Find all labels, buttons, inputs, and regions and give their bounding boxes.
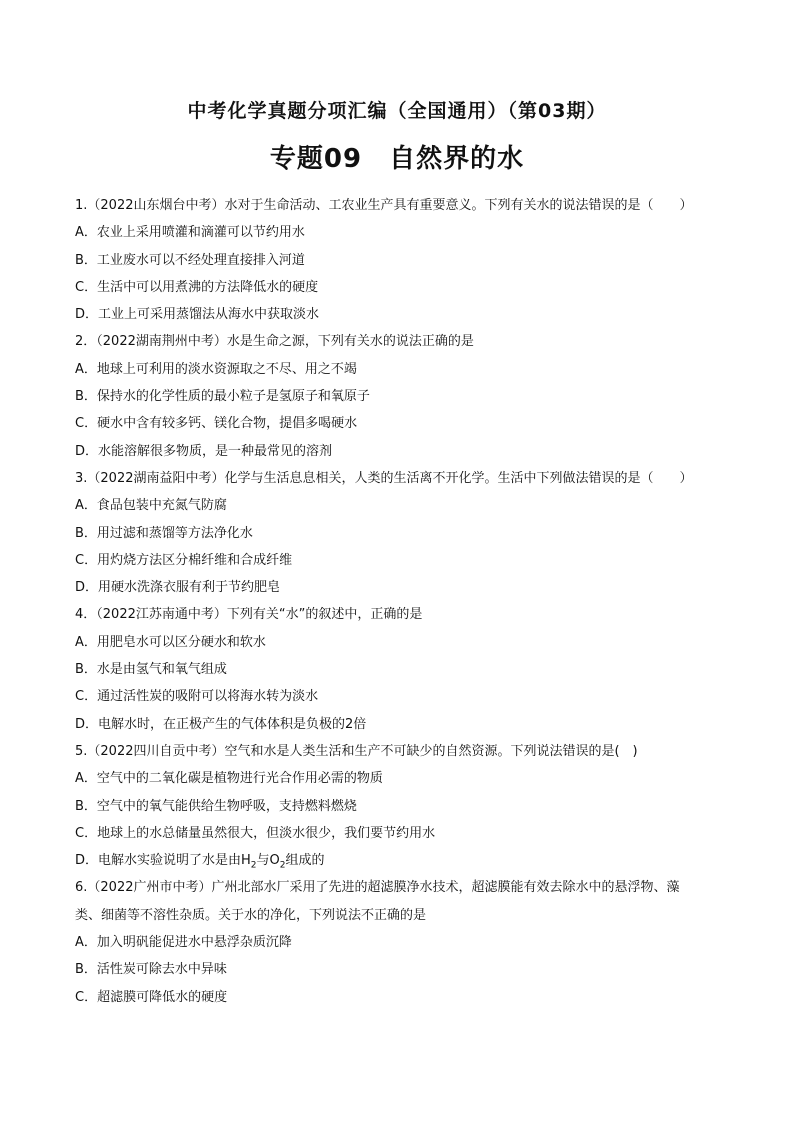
question-3-stem: 3.（2022湖南益阳中考）化学与生活息息相关，人类的生活离不开化学。生活中下列做法错误的是（ ）: [75, 470, 693, 486]
question-3-option-c: C．用灼烧方法区分棉纤维和合成纤维: [75, 552, 293, 568]
question-2-option-d: D．水能溶解很多物质，是一种最常见的溶剂: [75, 443, 333, 459]
question-3-option-a: A．食品包装中充氮气防腐: [75, 498, 227, 514]
question-6-option-c: C．超滤膜可降低水的硬度: [75, 989, 228, 1005]
question-4-option-b: B．水是由氢气和氧气组成: [75, 662, 227, 678]
question-1-stem: 1.（2022山东烟台中考）水对于生命活动、工农业生产具有重要意义。下列有关水的说法错误的是（ ）: [75, 198, 693, 213]
question-5-stem: 5.（2022四川自贡中考）空气和水是人类生活和生产不可缺少的自然资源。下列说法错误的是( ): [75, 743, 638, 759]
question-4-option-a: A．用肥皂水可以区分硬水和软水: [75, 634, 266, 650]
h2-subscript: 2: [250, 860, 257, 871]
question-3-option-b: B．用过滤和蒸馏等方法净化水: [75, 525, 253, 541]
option-d-prefix: D．电解水实验说明了水是由H: [75, 853, 251, 869]
question-5-option-b: B．空气中的氧气能供给生物呼吸，支持燃料燃烧: [75, 798, 357, 814]
topic-title: 专题09 自然界的水: [269, 144, 525, 174]
question-2-stem: 2．（2022湖南荆州中考）水是生命之源，下列有关水的说法正确的是: [75, 334, 474, 350]
question-6-stem-line-1: 6.（2022广州市中考）广州北部水厂采用了先进的超滤膜净水技术，超滤膜能有效去除水中的悬浮物、藻: [75, 880, 680, 896]
question-5-option-c: C．地球上的水总储量虽然很大，但淡水很少，我们要节约用水: [75, 825, 436, 841]
question-6-option-b: B．活性炭可除去水中异味: [75, 962, 227, 978]
question-6-option-a: A．加入明矾能促进水中悬浮杂质沉降: [75, 935, 292, 951]
question-4-stem: 4．（2022江苏南通中考）下列有关“水”的叙述中，正确的是: [75, 607, 423, 623]
question-2-option-a: A．地球上可利用的淡水资源取之不尽、用之不竭: [75, 361, 357, 377]
question-5-option-d: [75, 847, 735, 874]
question-3-option-d: D．用硬水洗涤衣服有利于节约肥皂: [75, 580, 281, 596]
question-1-option-c: C．生活中可以用煮沸的方法降低水的硬度: [75, 279, 319, 295]
question-4-option-d: D．电解水时，在正极产生的气体体积是负极的2倍: [75, 716, 367, 732]
question-list: [75, 192, 735, 1011]
option-d-suffix: 组成的: [285, 853, 325, 869]
question-6-stem-line-2: 类、细菌等不溶性杂质。关于水的净化，下列说法不正确的是: [75, 907, 427, 923]
question-1-option-d: D．工业上可采用蒸馏法从海水中获取淡水: [75, 307, 320, 323]
question-1-option-b: B．工业废水可以不经处理直接排入河道: [75, 252, 305, 268]
question-1-option-a: A．农业上采用喷灌和滴灌可以节约用水: [75, 225, 305, 241]
question-2-option-b: B．保持水的化学性质的最小粒子是氢原子和氧原子: [75, 389, 370, 405]
series-title: 中考化学真题分项汇编（全国通用）（第03期）: [187, 100, 607, 122]
question-2-option-c: C．硬水中含有较多钙、镁化合物，提倡多喝硬水: [75, 416, 358, 432]
question-4-option-c: C．通过活性炭的吸附可以将海水转为淡水: [75, 689, 319, 705]
question-5-option-a: A．空气中的二氧化碳是植物进行光合作用必需的物质: [75, 771, 383, 787]
option-d-mid: 与O: [256, 853, 280, 869]
o2-subscript: 2: [279, 860, 286, 871]
